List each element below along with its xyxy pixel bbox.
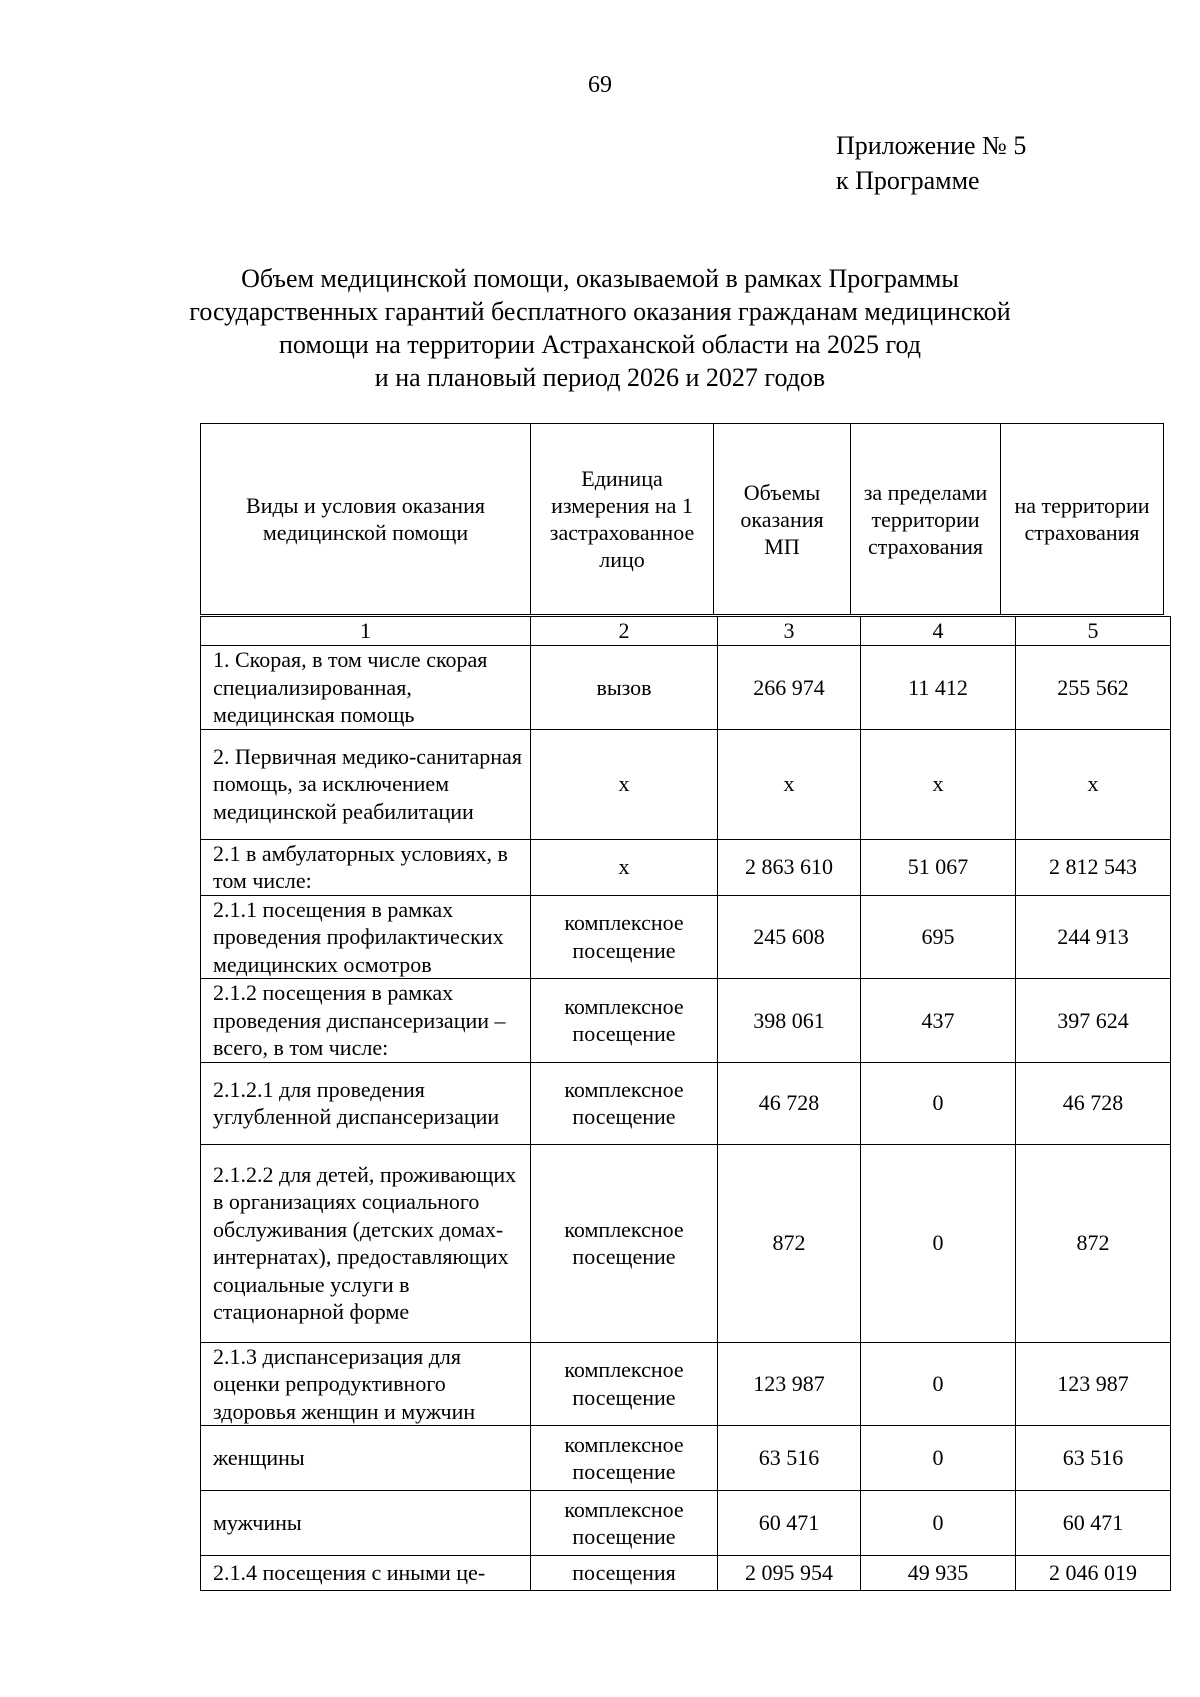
row-outside: 0 xyxy=(861,1144,1016,1342)
row-total: 63 516 xyxy=(718,1426,861,1491)
row-name: 2.1 в амбулаторных условиях, в том числе: xyxy=(201,839,531,895)
row-unit: комплексное посещение xyxy=(531,1342,718,1426)
column-number: 5 xyxy=(1016,617,1171,646)
column-number: 1 xyxy=(201,617,531,646)
row-unit: вызов xyxy=(531,646,718,730)
row-name: 2.1.2.1 для проведения углубленной диспансеризации xyxy=(201,1062,531,1144)
column-number: 2 xyxy=(531,617,718,646)
row-name: 2.1.2.2 для детей, проживающих в организациях социального обслуживания (детских домах-интернатах), предоставляющих социальные услуги в стационарной форме xyxy=(201,1144,531,1342)
appendix-label xyxy=(836,128,1026,198)
row-total: 46 728 xyxy=(718,1062,861,1144)
row-total: 60 471 xyxy=(718,1491,861,1556)
title-line-4: и на плановый период 2026 и 2027 годов xyxy=(374,363,826,392)
row-unit: комплексное посещение xyxy=(531,1144,718,1342)
row-total: x xyxy=(718,729,861,839)
table-row xyxy=(201,1144,1171,1342)
row-total: 266 974 xyxy=(718,646,861,730)
document-title xyxy=(150,262,1050,394)
header-unit: Единица измерения на 1 застрахованное лицо xyxy=(531,424,714,615)
table-row xyxy=(201,1426,1171,1491)
row-inside: 244 913 xyxy=(1016,895,1171,979)
column-number: 4 xyxy=(861,617,1016,646)
row-total: 2 863 610 xyxy=(718,839,861,895)
row-total: 872 xyxy=(718,1144,861,1342)
row-inside: 46 728 xyxy=(1016,1062,1171,1144)
row-name: 2.1.2 посещения в рамках проведения диспансеризации – всего, в том числе: xyxy=(201,979,531,1063)
row-outside: x xyxy=(861,729,1016,839)
row-inside: 60 471 xyxy=(1016,1491,1171,1556)
title-line-1: Объем медицинской помощи, оказываемой в рамках Программы xyxy=(241,264,959,293)
row-name: 2.1.1 посещения в рамках проведения профилактических медицинских осмотров xyxy=(201,895,531,979)
title-line-2: государственных гарантий бесплатного оказания гражданам медицинской xyxy=(189,297,1011,326)
table-row xyxy=(201,1342,1171,1426)
row-outside: 695 xyxy=(861,895,1016,979)
header-total: Объемы оказания МП xyxy=(714,424,851,615)
row-inside: 397 624 xyxy=(1016,979,1171,1063)
row-unit: комплексное посещение xyxy=(531,979,718,1063)
row-unit: x xyxy=(531,839,718,895)
table-header xyxy=(200,423,1164,615)
row-outside: 51 067 xyxy=(861,839,1016,895)
row-name: 1. Скорая, в том числе скорая специализированная, медицинская помощь xyxy=(201,646,531,730)
row-inside: 872 xyxy=(1016,1144,1171,1342)
row-name: 2.1.3 диспансеризация для оценки репродуктивного здоровья женщин и мужчин xyxy=(201,1342,531,1426)
row-inside: 255 562 xyxy=(1016,646,1171,730)
title-line-3: помощи на территории Астраханской области на 2025 год xyxy=(278,330,922,359)
table-row xyxy=(201,729,1171,839)
appendix-line-2: к Программе xyxy=(836,166,980,195)
table-row xyxy=(201,1556,1171,1591)
row-name: мужчины xyxy=(201,1491,531,1556)
table-row xyxy=(201,1491,1171,1556)
row-outside: 0 xyxy=(861,1062,1016,1144)
row-unit: комплексное посещение xyxy=(531,1062,718,1144)
row-unit: комплексное посещение xyxy=(531,895,718,979)
column-number-row xyxy=(201,617,1171,646)
table-row xyxy=(201,1062,1171,1144)
header-kind: Виды и условия оказания медицинской помощи xyxy=(201,424,531,615)
table-row xyxy=(201,979,1171,1063)
row-outside: 0 xyxy=(861,1491,1016,1556)
row-name: женщины xyxy=(201,1426,531,1491)
row-inside: 123 987 xyxy=(1016,1342,1171,1426)
volume-table xyxy=(200,616,1171,1591)
header-inside: на территории страхования xyxy=(1001,424,1164,615)
page-number: 69 xyxy=(588,72,612,98)
row-total: 398 061 xyxy=(718,979,861,1063)
row-inside: 2 046 019 xyxy=(1016,1556,1171,1591)
row-inside: 2 812 543 xyxy=(1016,839,1171,895)
appendix-line-1: Приложение № 5 xyxy=(836,131,1027,160)
row-total: 245 608 xyxy=(718,895,861,979)
row-outside: 0 xyxy=(861,1342,1016,1426)
row-outside: 437 xyxy=(861,979,1016,1063)
header-row xyxy=(201,424,1164,615)
row-unit: x xyxy=(531,729,718,839)
row-total: 123 987 xyxy=(718,1342,861,1426)
table-row xyxy=(201,839,1171,895)
column-number: 3 xyxy=(718,617,861,646)
row-outside: 0 xyxy=(861,1426,1016,1491)
row-outside: 11 412 xyxy=(861,646,1016,730)
header-outside: за пределами территории страхования xyxy=(851,424,1001,615)
row-outside: 49 935 xyxy=(861,1556,1016,1591)
row-unit: посещения xyxy=(531,1556,718,1591)
row-unit: комплексное посещение xyxy=(531,1426,718,1491)
row-unit: комплексное посещение xyxy=(531,1491,718,1556)
row-name: 2. Первичная медико-санитарная помощь, за исключением медицинской реабилитации xyxy=(201,729,531,839)
row-total: 2 095 954 xyxy=(718,1556,861,1591)
table-row xyxy=(201,646,1171,730)
row-name: 2.1.4 посещения с иными це- xyxy=(201,1556,531,1591)
row-inside: x xyxy=(1016,729,1171,839)
table-row xyxy=(201,895,1171,979)
row-inside: 63 516 xyxy=(1016,1426,1171,1491)
